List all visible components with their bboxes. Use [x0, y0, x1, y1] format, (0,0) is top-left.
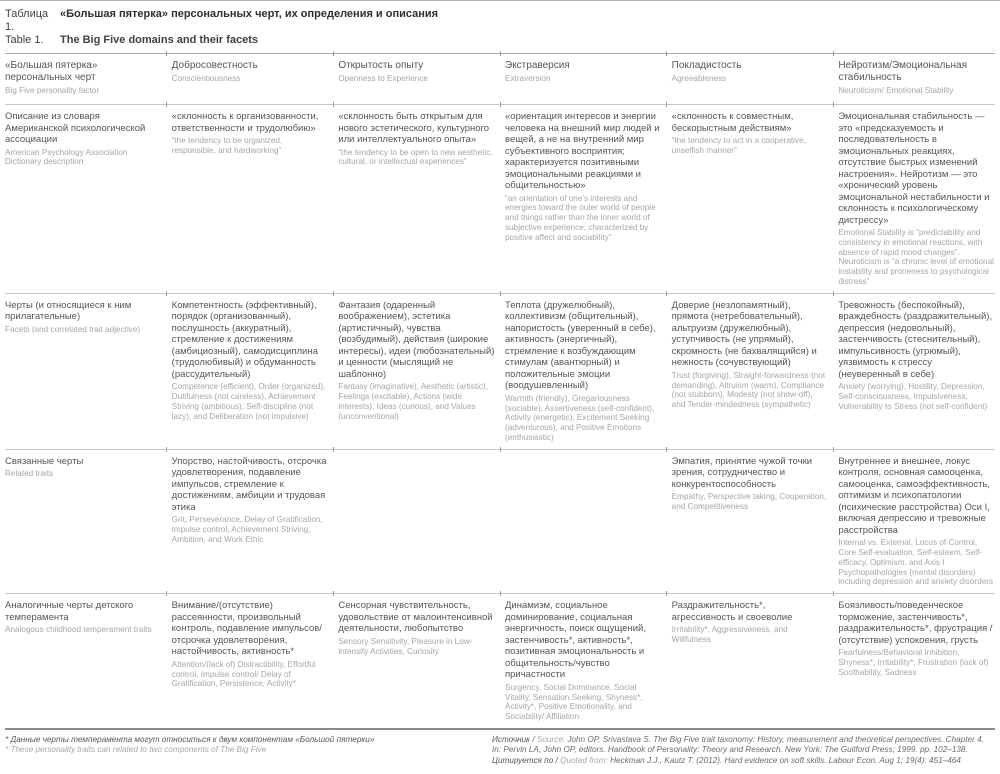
source-citation-text: John OP, Srivastava S. The Big Five trait taxonomy: History, measurement and theoretical perspectives. Chapter 4. In: Pervin LA, John OP, editors. Handbook of Personality: Theory and Research. New York: The Guilford Press; 1999. pp. 102–138.	[492, 734, 984, 755]
table-cell	[338, 594, 495, 728]
footnote-ru: * Данные черты темперамента могут относиться к двум компонентам «Большой пятерки»	[5, 734, 375, 744]
column-header-ru: Открытость опыту	[338, 60, 424, 71]
table-cell	[505, 294, 662, 449]
source-citation	[492, 735, 995, 767]
table-cell	[838, 594, 995, 728]
column-header-row	[5, 53, 995, 104]
cell-text-en: “the tendency to be open to new aesthetic, cultural, or intellectual experiences”	[338, 147, 493, 167]
cell-text-en: Irritability*, Aggressiveness, and Willfulness	[671, 625, 788, 645]
column-header-extraversion	[505, 54, 662, 104]
row-childhood-temperament	[5, 593, 995, 728]
row-apa-description	[5, 104, 995, 293]
source-label-ru: Источник /	[492, 734, 537, 744]
cell-text-en: Empathy, Perspective taking, Cooperation, and Competitiveness	[671, 492, 827, 512]
row-header-cell	[5, 105, 162, 293]
table-cell	[838, 450, 995, 593]
cell-text-en: Analogous childhood temperament traits	[5, 625, 152, 635]
cell-text-ru: Сенсорная чувствительность, удовольствие от малоинтенсивной деятельности, любопытство	[338, 600, 493, 635]
column-header-en: Agreeableness	[671, 74, 727, 83]
cell-text-ru: Раздражительность*, агрессивность и своеволие	[671, 600, 793, 623]
column-header-ru: Покладистость	[671, 60, 742, 71]
table-cell	[172, 594, 329, 728]
table-cell	[672, 105, 829, 293]
column-header-en: Neuroticism/ Emotional Stability	[838, 86, 954, 95]
cell-text-ru: Упорство, настойчивость, отсрочка удовлетворения, подавление импульсов, стремление к достижениям, амбиции и трудовая этика	[171, 455, 327, 513]
column-header-agreeableness	[672, 54, 829, 104]
cell-text-en: Sensory Sensitivity, Pleasure in Low-intensity Activities, Curiosity	[338, 636, 473, 656]
table-title-block	[5, 1, 995, 53]
cell-text-ru: Аналогичные черты детского темперамента	[5, 600, 134, 623]
column-header-big-five-factor	[5, 54, 162, 104]
cell-text-ru: Компетентность (эффективный), порядок (организованный), послушность (аккуратный), стремление к достижениям (амбициозный), самодисциплина (трудолюбивый) и обдуманность (рассудительный)	[171, 299, 318, 380]
cell-text-ru: «склонность быть открытым для нового эстетического, культурного или интеллектуального опыта»	[338, 111, 490, 145]
table-cell	[838, 294, 995, 449]
column-header-ru: Нейротизм/Эмоциональная стабильность	[838, 60, 968, 83]
cell-text-en: Surgency, Social Dominance, Social Vitality, Sensation Seeking, Shyness*, Activity*, Positive Emotionality, and Sociability/ Affiliation	[505, 682, 643, 722]
cell-text-en: Anxiety (worrying), Hostility, Depression, Self-consciousness, Impulsiveness, Vulnerability to Stress (not self-confident)	[838, 382, 988, 411]
cell-text-en: “an orientation of one’s interests and energies toward the outer world of people and things rather than the inner world of subjective experience; characterized by positive affect and sociability”	[505, 193, 656, 242]
cell-text-en: Fantasy (imaginative), Aesthetic (artistic), Feelings (excitable), Actions (wide interests), Ideas (curious), and Values (unconventional)	[338, 382, 489, 421]
cell-text-en: Fearfulness/Behavioral Inhibition, Shyness*, Irritability*, Frustration (lack of) Soothability, Sadness	[838, 648, 989, 677]
cell-text-ru: Внимание/(отсутствие) рассеянности, произвольный контроль, подавление импульсов/отсрочка удовлетворения, настойчивость, активность*	[171, 600, 322, 658]
table-title-en	[5, 34, 995, 47]
quoted-citation-text: Heckman J.J., Kautz T. (2012). Hard evidence on soft skills. Labour Econ. Aug 1; 19(4): 451–464	[610, 755, 961, 765]
cell-text-en: American Psychology Association Dictionary description	[5, 147, 128, 167]
cell-text-ru: «склонность к организованности, ответственности и трудолюбию»	[171, 111, 319, 134]
column-header-conscientiousness	[172, 54, 329, 104]
table-cell	[505, 594, 662, 728]
cell-text-en: Emotional Stability is “predictability and consistency in emotional reactions, with absence of rapid mood changes”. Neuroticism is “a chronic level of emotional instability and proneness to psychological distress”	[838, 228, 994, 286]
quoted-from-line	[492, 756, 995, 767]
column-header-openness	[338, 54, 495, 104]
table-title-text-en: The Big Five domains and their facets	[60, 34, 259, 46]
table-cell-empty	[338, 450, 495, 593]
asterisk-footnote	[5, 735, 492, 767]
table-cell	[172, 294, 329, 449]
quoted-label-en: Quoted from:	[560, 755, 611, 765]
cell-text-ru: «ориентация интересов и энергии человека на внешний мир людей и вещей, а не на внутренний мир субъективного восприятия; характеризуется позитивными эмоциональными реакциями и общительностью»	[505, 111, 660, 191]
table-cell	[672, 294, 829, 449]
cell-text-en: “the tendency to be organized, responsible, and hardworking”	[171, 136, 283, 155]
table-cell	[172, 105, 329, 293]
table-cell-empty	[505, 450, 662, 593]
table-number-ru: Таблица 1.	[5, 8, 49, 33]
source-label-en: Source:	[536, 734, 568, 744]
row-related-traits	[5, 449, 995, 593]
cell-text-ru: «склонность к совместным, бескорыстным действиям»	[671, 111, 794, 134]
table-cell	[338, 105, 495, 293]
cell-text-en: Related traits	[5, 469, 54, 479]
row-header-cell	[5, 450, 162, 593]
cell-text-ru: Тревожность (беспокойный), враждебность (раздражительный), депрессия (недовольный), застенчивость (стеснительный), импульсивность (угрюмый), уязвимость к стрессу (неуверенный в себе)	[838, 299, 993, 380]
column-header-en: Big Five personality factor	[5, 86, 100, 95]
cell-text-en: Warmth (friendly), Gregariousness (sociable), Assertiveness (self-confident), Activity (energetic), Excitement Seeking (adventurous), and Positive Emotions (enthusiastic)	[505, 393, 655, 442]
cell-text-ru: Теплота (дружелюбный), коллективизм (общительный), напористость (уверенный в себе), активность (энергичный), стремление к возбуждающим стимулам (авантюрный) и положительные эмоции (воодушевленный)	[505, 299, 656, 392]
cell-text-ru: Эмоциональная стабильность — это «предсказуемость и последовательность в эмоциональных реакциях, отсутствие быстрых изменений настроения». Нейротизм — это «хронический уровень эмоциональной нестабильности и склонность к психологическому дистрессу»	[838, 111, 990, 226]
column-header-ru: «Большая пятерка» персональных черт	[5, 60, 98, 83]
cell-text-en: “the tendency to act in a cooperative, unselfish manner”	[671, 136, 806, 155]
column-header-neuroticism	[838, 54, 995, 104]
cell-text-ru: Черты (и относящиеся к ним прилагательные)	[5, 299, 132, 323]
table-title-ru	[5, 8, 995, 34]
column-header-en: Extraversion	[505, 74, 551, 83]
cell-text-en: Competence (efficient), Order (organized), Dutifulness (not careless), Achievement Striving (ambitious), Self-discipline (not lazy), and Deliberation (not impulsive)	[171, 382, 326, 421]
table-footer	[5, 730, 995, 774]
cell-text-ru: Доверие (незлопамятный), прямота (нетребовательный), альтруизм (дружелюбный), уступчивость (не упрямый), скромность (не бахвалящийся) и нежность (сочувствующий)	[671, 299, 817, 369]
column-header-ru: Добросовестность	[171, 60, 258, 71]
cell-text-en: Grit, Perseverance, Delay of Gratification, Impulse control, Achievement Striving, Ambition, and Work Ethic	[171, 515, 323, 544]
table-number-en: Table 1.	[5, 34, 44, 46]
table-cell	[172, 450, 329, 593]
table-cell	[505, 105, 662, 293]
row-header-cell	[5, 594, 162, 728]
row-header-cell	[5, 294, 162, 449]
footnote-en: * These personality traits can related to two components of The Big Five	[5, 745, 267, 755]
source-line	[492, 735, 995, 756]
quoted-label-ru: Цитируется по /	[492, 755, 561, 765]
cell-text-ru: Внутреннее и внешнее, локус контроля, основная самооценка, самооценка, самоэффективность, оптимизм и психопатологии (психические расстройства) Оси I, включая депрессию и тревожные расстройства	[838, 455, 991, 536]
table-cell	[338, 294, 495, 449]
cell-text-ru: Боязливость/поведенческое торможение, застенчивость*, раздражительность*, фрустрация / (отсутствие) успокоения, грусть	[838, 600, 993, 646]
column-header-ru: Экстраверсия	[505, 60, 570, 71]
cell-text-ru: Связанные черты	[5, 455, 84, 467]
column-header-en: Conscientiousness	[171, 74, 241, 83]
cell-text-en: Internal vs. External, Locus of Control, Core Self-evaluation, Self-esteem, Self-efficacy, Optimism, and Axis I Psychopathologies (mental disorders) including depression and anxiety disorders	[838, 538, 994, 587]
cell-text-ru: Фантазия (одаренный воображением), эстетика (артистичный), чувства (возбудимый), действия (широкие интересы), идеи (любознательный) и ценности (мыслящий не шаблонно)	[338, 299, 495, 380]
table-cell	[672, 450, 829, 593]
row-facets	[5, 293, 995, 449]
cell-text-en: Facets (and correlated trait adjective)	[5, 324, 141, 334]
cell-text-en: Trust (forgiving), Straight-forwardness (not demanding), Altruism (warm), Compliance (not stubborn), Modesty (not show-off), and Tender-mindedness (sympathetic)	[671, 370, 826, 410]
cell-text-ru: Динамизм, социальное доминирование, социальная энергичность, поиск ощущений, застенчивость*, активность*, позитивная эмоциональность и общительность/чувство причастности	[505, 600, 646, 681]
column-header-en: Openness to Experience	[338, 74, 428, 83]
cell-text-ru: Эмпатия, принятие чужой точки зрения, сотрудничество и конкурентоспособность	[671, 455, 813, 490]
table-cell	[838, 105, 995, 293]
cell-text-en: Attention/(lack of) Distractibility, Effortful control, Impulse control/ Delay of Gratification, Persistence, Activity*	[171, 659, 316, 689]
table-title-text-ru: «Большая пятерка» персональных черт, их определения и описания	[60, 8, 439, 20]
table-cell	[672, 594, 829, 728]
cell-text-ru: Описание из словаря Американской психологической ассоциации	[5, 111, 146, 145]
